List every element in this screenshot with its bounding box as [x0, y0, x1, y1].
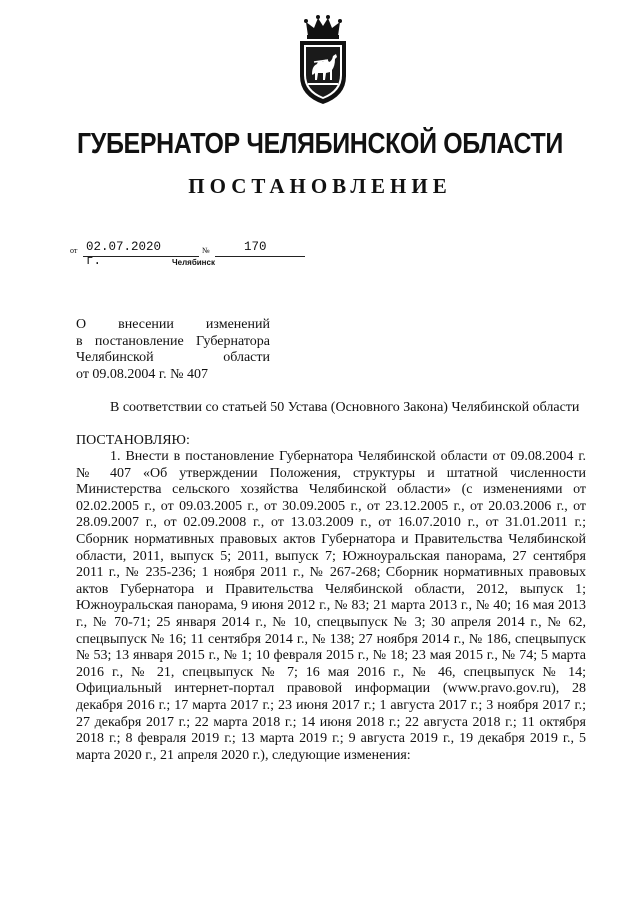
number-prefix: № — [202, 246, 210, 255]
about-line: в постановление Губернатора — [76, 333, 270, 349]
date-underline — [83, 256, 199, 257]
decree-heading: ПОСТАНОВЛЯЮ: — [76, 433, 190, 448]
document-number: 170 — [244, 240, 267, 254]
number-underline — [215, 256, 305, 257]
about-line: Челябинской области — [76, 350, 270, 365]
about-line: О внесении изменений — [76, 317, 270, 332]
item-1-paragraph: 1. Внести в постановление Губернатора Челябинской области от 09.08.2004 г. № 407 «Об утверждении Положения, структуры и штатной численности Министерства сельского хозяйства Челябинской области» (с изменениями от 02.02.2005 г., от 09.03.2005 г., от 30.09.2005 г., от 23.12.2005 г., от 20.03.2006 г., от 28.09.2007 г., от 02.09.2008 г., от 13.03.2009 г., от 16.07.2010 г., от 31.01.2011 г.; Сборник нормативных правовых актов Губернатора и Правительства Челябинской области, 2011, выпуск 5; 2011, выпуск 7; Южноуральская панорама, 27 сентября 2011 г., № 235-236; 1 ноября 2011 г., № 267-268; Сборник нормативных правовых актов Губернатора и Правительства Челябинской области, 2012, выпуск 1; Южноуральская панорама, 9 июня 2012 г., № 83; 21 марта 2013 г., № 40; 16 мая 2013 г., № 70-71; 25 января 2014 г., № 10, спецвыпуск № 3; 30 апреля 2014 г., № 62, спецвыпуск № 16; 11 сентября 2014 г., № 138; 27 ноября 2014 г., № 186, спецвыпуск № 53; 13 января 2015 г., № 1; 10 февраля 2015 г., № 18; 23 мая 2015 г., № 74; 5 марта 2016 г., № 21, спецвыпуск № 7; 16 мая 2016 г., № 46, спецвыпуск № 14; Официальный интернет-портал правовой информации (www.pravo.gov.ru), 28 декабря 2016 г.; 17 марта 2017 г.; 23 июня 2017 г.; 1 августа 2017 г.; 3 ноября 2017 г.; 27 декабря 2017 г.; 22 марта 2018 г.; 14 июня 2018 г.; 22 августа 2018 г.; 11 октября 2018 г.; 8 февраля 2019 г.; 13 марта 2019 г.; 9 августа 2019 г., 19 декабря 2019 г., 5 марта 2020 г., 21 апреля 2020 г.), следующие изменения: — [76, 449, 586, 763]
about-block — [76, 317, 270, 383]
intro-paragraph: В соответствии со статьей 50 Устава (Основного Закона) Челябинской области — [110, 400, 580, 415]
date-prefix: от — [70, 246, 78, 255]
document-date: 02.07.2020 г. — [86, 240, 162, 268]
about-line: от 09.08.2004 г. № 407 — [76, 366, 208, 382]
coat-of-arms-icon — [292, 14, 354, 106]
page-title: ГУБЕРНАТОР ЧЕЛЯБИНСКОЙ ОБЛАСТИ — [77, 128, 563, 160]
city-label: Челябинск — [172, 258, 215, 267]
document-type: ПОСТАНОВЛЕНИЕ — [188, 174, 452, 198]
